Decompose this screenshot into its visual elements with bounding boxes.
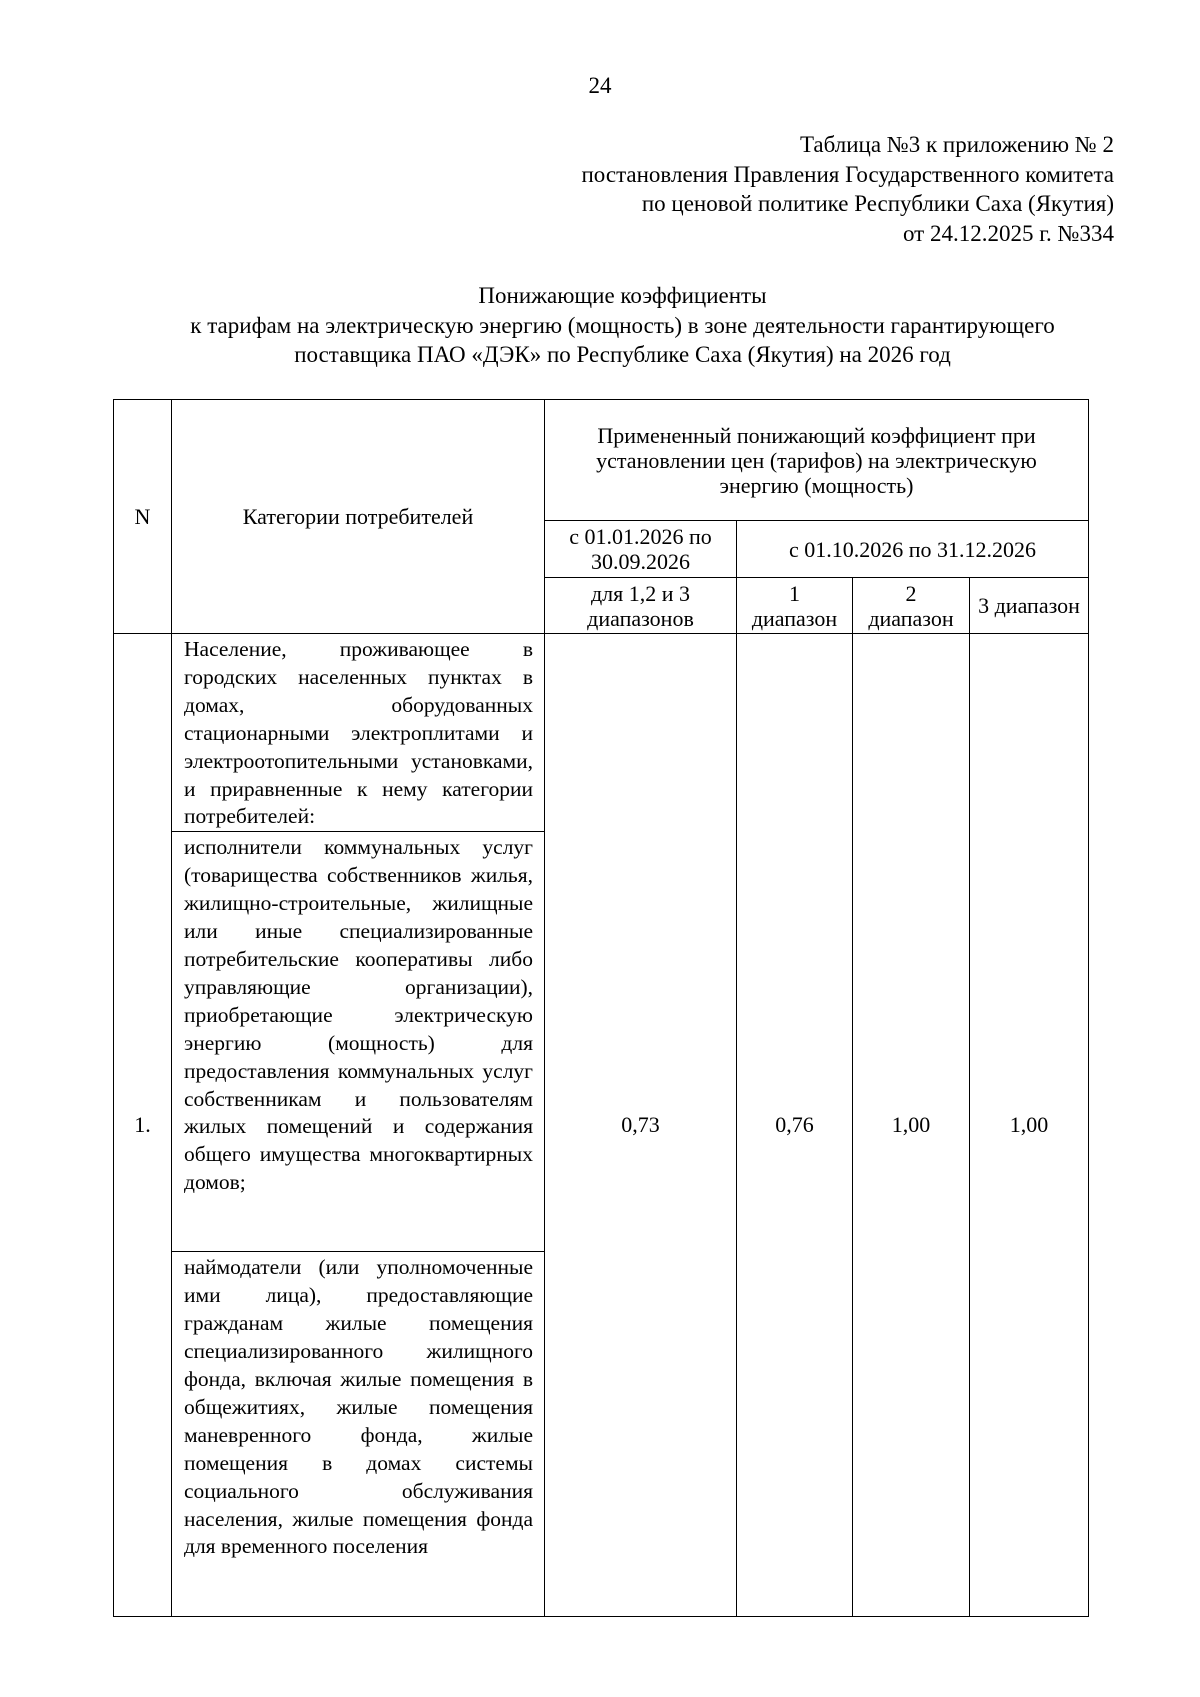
header-period-1-ranges: для 1,2 и 3 диапазонов [545, 578, 737, 634]
title-line-3: поставщика ПАО «ДЭК» по Республике Саха (Якутия) на 2026 год [294, 342, 951, 367]
coefficients-table [113, 399, 1089, 1617]
value-period-1: 0,73 [545, 634, 737, 1617]
header-n: N [114, 400, 172, 634]
reference-line-1: Таблица №3 к приложению № 2 [799, 132, 1114, 157]
header-period-1: с 01.01.2026 по 30.09.2026 [545, 521, 737, 578]
reference-line-4: от 24.12.2025 г. №334 [902, 220, 1114, 246]
category-population: Население, проживающее в городских населенных пунктах в домах, оборудованных стационарными электроплитами и электроотопительными установками, и приравненные к нему категории потребителей: [172, 634, 545, 832]
page-number: 24 [588, 73, 612, 98]
value-range-1: 0,76 [737, 634, 853, 1617]
table-title [0, 281, 1200, 370]
title-line-2: к тарифам на электрическую энергию (мощность) в зоне деятельности гарантирующего [190, 312, 1055, 338]
reference-line-2: постановления Правления Государственного комитета [581, 161, 1114, 187]
header-category: Категории потребителей [172, 400, 545, 634]
title-line-1: Понижающие коэффициенты [478, 283, 767, 308]
document-reference [581, 130, 1114, 248]
reference-line-3: по ценовой политике Республики Саха (Якутия) [641, 191, 1114, 216]
row-number: 1. [114, 634, 172, 1617]
header-range-2: 2 диапазон [853, 578, 970, 634]
header-coefficient: Примененный понижающий коэффициент при установлении цен (тарифов) на электрическую энергию (мощность) [545, 400, 1089, 521]
header-range-1: 1 диапазон [737, 578, 853, 634]
category-utility-providers: исполнители коммунальных услуг (товарищества собственников жилья, жилищно-строительные, жилищные или иные специализированные потребительские кооперативы либо управляющие организации), приобретающие электрическую энергию (мощность) для предоставления коммунальных услуг собственникам и пользователям жилых помещений и содержания общего имущества многоквартирных домов; [172, 832, 545, 1252]
category-landlords: наймодатели (или уполномоченные ими лица), предоставляющие гражданам жилые помещения специализированного жилищного фонда, включая жилые помещения в общежитиях, жилые помещения маневренного фонда, жилые помещения в домах системы социального обслуживания населения, жилые помещения фонда для временного поселения [172, 1252, 545, 1617]
value-range-3: 1,00 [970, 634, 1089, 1617]
header-period-2: с 01.10.2026 по 31.12.2026 [737, 521, 1089, 578]
header-range-3: 3 диапазон [970, 578, 1089, 634]
value-range-2: 1,00 [853, 634, 970, 1617]
